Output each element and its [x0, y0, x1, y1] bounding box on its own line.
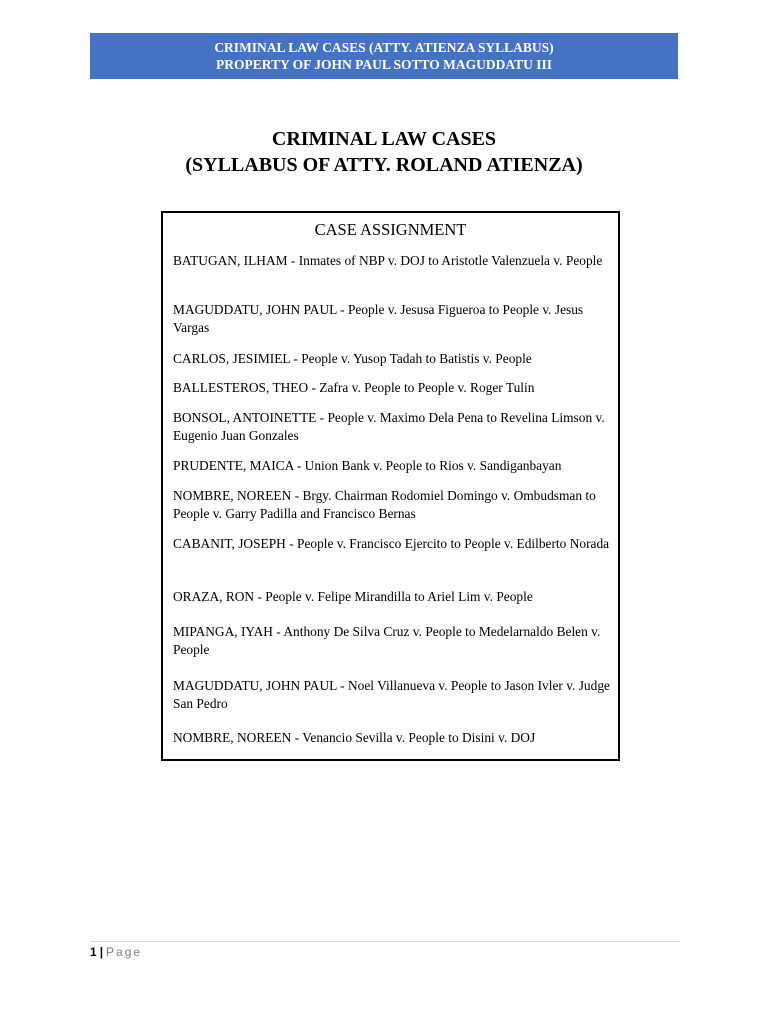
assignment-entry — [173, 252, 613, 270]
assignee-name: PRUDENTE, MAICA — [173, 458, 294, 473]
assigned-cases: - People v. Yusop Tadah to Batistis v. People — [290, 351, 532, 366]
header-line-1: CRIMINAL LAW CASES (ATTY. ATIENZA SYLLABUS) — [214, 40, 554, 55]
page-label: Page — [106, 945, 143, 959]
assigned-cases: - People v. Jesusa Figueroa to People v. Jesus Vargas — [173, 302, 584, 335]
assignee-name: NOMBRE, NOREEN — [173, 488, 292, 503]
assignment-entry — [173, 379, 613, 397]
assignee-name: CABANIT, JOSEPH — [173, 536, 286, 551]
assigned-cases: - People v. Felipe Mirandilla to Ariel Lim v. People — [254, 589, 533, 604]
assignee-name: MAGUDDATU, JOHN PAUL — [173, 302, 337, 317]
assigned-cases: - Union Bank v. People to Rios v. Sandiganbayan — [293, 458, 562, 473]
assignee-name: MAGUDDATU, JOHN PAUL — [173, 678, 337, 693]
footer-separator: | — [99, 945, 104, 959]
assigned-cases: - Inmates of NBP v. DOJ to Aristotle Valenzuela v. People — [287, 253, 603, 268]
assignment-entry — [173, 409, 613, 445]
assigned-cases: - Anthony De Silva Cruz v. People to Medelarnaldo Belen v. People — [173, 624, 601, 657]
header-banner — [90, 33, 678, 79]
title-line-1: CRIMINAL LAW CASES — [271, 128, 497, 150]
assignment-entry — [173, 729, 613, 747]
case-assignment-heading: CASE ASSIGNMENT — [314, 220, 467, 239]
assigned-cases: - Venancio Sevilla v. People to Disini v. DOJ — [291, 730, 536, 745]
assigned-cases: - People v. Maximo Dela Pena to Revelina Limson v. Eugenio Juan Gonzales — [173, 410, 605, 443]
assignee-name: ORAZA, RON — [173, 589, 255, 604]
assignee-name: NOMBRE, NOREEN — [173, 730, 292, 745]
assignee-name: CARLOS, JESIMIEL — [173, 351, 291, 366]
assignment-entry — [173, 350, 613, 368]
header-line-2: PROPERTY OF JOHN PAUL SOTTO MAGUDDATU III — [215, 57, 553, 72]
assignment-entry — [173, 588, 613, 606]
page-number: 1 — [90, 945, 97, 959]
assignment-entry — [173, 301, 613, 337]
assignee-name: BATUGAN, ILHAM — [173, 253, 288, 268]
assignee-name: BALLESTEROS, THEO — [173, 380, 309, 395]
footer-divider — [90, 941, 680, 942]
document-title — [0, 126, 768, 178]
assigned-cases: - Noel Villanueva v. People to Jason Ivler v. Judge San Pedro — [173, 678, 610, 711]
title-line-2: (SYLLABUS OF ATTY. ROLAND ATIENZA) — [185, 154, 583, 176]
assignment-entry — [173, 623, 613, 659]
assignment-entry — [173, 677, 613, 713]
assigned-cases: - Brgy. Chairman Rodomiel Domingo v. Ombudsman to People v. Garry Padilla and Francisco Bernas — [173, 488, 596, 521]
case-assignment-box — [161, 211, 620, 761]
assignment-entry — [173, 457, 613, 475]
assignee-name: MIPANGA, IYAH — [173, 624, 273, 639]
assignment-entry — [173, 535, 613, 553]
page-footer — [90, 944, 142, 960]
assignee-name: BONSOL, ANTOINETTE — [173, 410, 317, 425]
assigned-cases: - People v. Francisco Ejercito to People v. Edilberto Norada — [285, 536, 610, 551]
assigned-cases: - Zafra v. People to People v. Roger Tulin — [308, 380, 535, 395]
assignment-entry — [173, 487, 613, 523]
